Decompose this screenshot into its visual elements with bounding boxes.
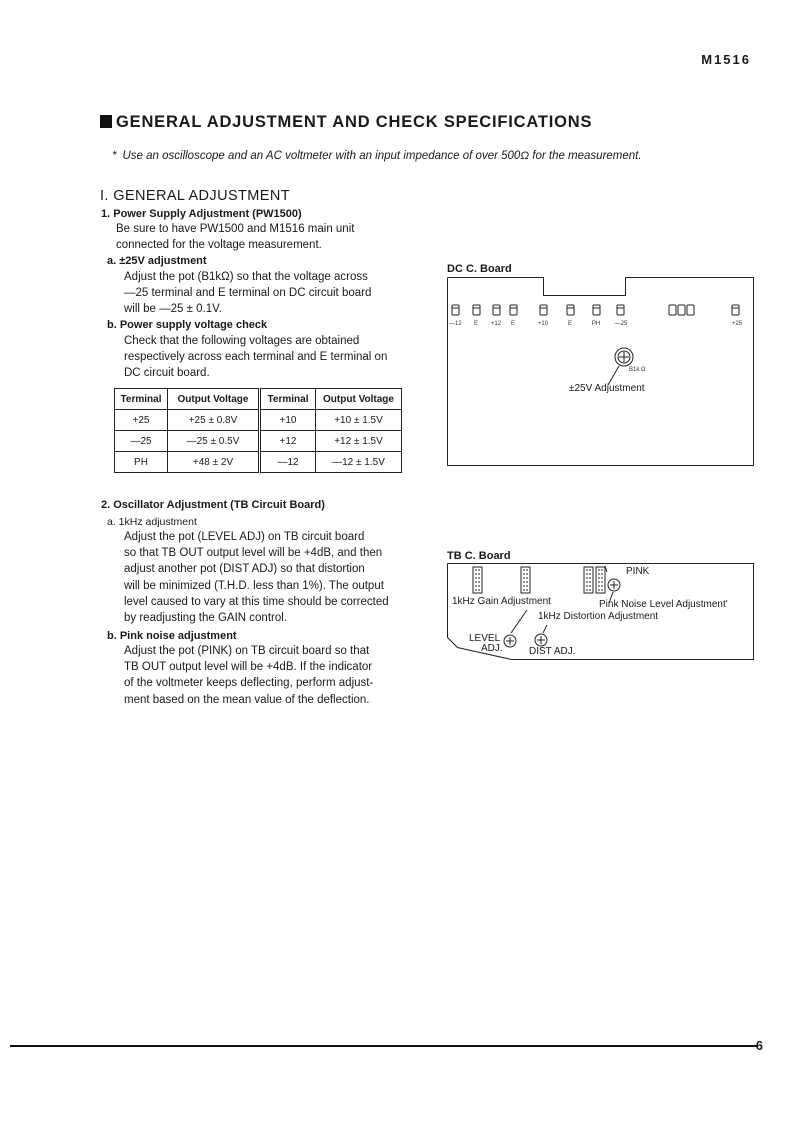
adjust-25v-heading: a. ±25V adjustment bbox=[107, 255, 207, 267]
power-intro-line: connected for the voltage measurement. bbox=[116, 239, 322, 252]
voltage-check-text bbox=[124, 333, 404, 382]
table-cell: —12 ± 1.5V bbox=[316, 452, 402, 473]
table-cell: +25 ± 0.8V bbox=[168, 410, 260, 431]
terminal-label: E bbox=[473, 321, 478, 327]
terminal-connector-icon bbox=[617, 305, 624, 315]
terminal-label: PH bbox=[591, 321, 601, 327]
power-intro bbox=[116, 221, 404, 253]
terminal-connector-icon bbox=[510, 305, 517, 315]
table-header-row bbox=[115, 389, 402, 410]
pink-noise-line: Adjust the pot (PINK) on TB circuit board so that bbox=[124, 645, 370, 657]
dc-board-title: DC C. Board bbox=[447, 263, 512, 275]
adjust-25v-line: —25 terminal and E terminal on DC circuit board bbox=[124, 287, 372, 300]
note-mark: * bbox=[112, 150, 117, 162]
1khz-adjustment-line: Adjust the pot (LEVEL ADJ) on TB circuit board bbox=[124, 531, 365, 543]
voltage-check-heading: b. Power supply voltage check bbox=[107, 319, 268, 331]
page-title bbox=[100, 113, 592, 132]
adj-label: ADJ. bbox=[481, 643, 503, 654]
voltage-table bbox=[114, 388, 402, 473]
voltage-check-line: respectively across each terminal and E terminal on bbox=[124, 351, 388, 364]
dist-pot-icon bbox=[535, 625, 547, 646]
terminal-label: E bbox=[567, 321, 572, 327]
table-cell: —25 bbox=[115, 431, 168, 452]
table-row bbox=[115, 452, 402, 473]
tb-connector-icon bbox=[521, 567, 530, 593]
section-title: I. GENERAL ADJUSTMENT bbox=[100, 188, 290, 204]
1khz-adjustment-line: level caused to vary at this time should be corrected bbox=[124, 595, 389, 608]
terminal-label: E bbox=[510, 321, 515, 327]
footer-rule bbox=[10, 1045, 758, 1047]
table-cell: +10 ± 1.5V bbox=[316, 410, 402, 431]
terminal-connector-icon bbox=[669, 305, 694, 315]
pink-noise-line: TB OUT output level will be +4dB. If the indicator bbox=[124, 661, 373, 674]
terminal-label: —12 bbox=[449, 321, 462, 327]
title-bullet-icon bbox=[100, 115, 112, 128]
1khz-adjustment-line: adjust another pot (DIST ADJ) so that distortion bbox=[124, 563, 365, 576]
table-cell: +10 bbox=[260, 410, 316, 431]
pink-noise-line: of the voltmeter keeps deflecting, perform adjust- bbox=[124, 677, 374, 690]
adjust-25v-line: Adjust the pot (B1kΩ) so that the voltage across bbox=[124, 271, 368, 283]
table-header: Terminal bbox=[260, 389, 316, 410]
table-cell: +12 bbox=[260, 431, 316, 452]
terminal-connector-icon bbox=[452, 305, 459, 315]
table-cell: —12 bbox=[260, 452, 316, 473]
pink-pot-icon bbox=[605, 566, 620, 603]
table-row bbox=[115, 410, 402, 431]
terminal-connector-icon bbox=[493, 305, 500, 315]
dist-adj-label: DIST ADJ. bbox=[529, 646, 576, 657]
terminal-connector-icon bbox=[593, 305, 600, 315]
table-header: Terminal bbox=[115, 389, 168, 410]
pink-adjustment-caption: Pink Noise Level Adjustment' bbox=[599, 599, 728, 610]
level-label: LEVEL bbox=[469, 633, 501, 644]
oscillator-heading: 2. Oscillator Adjustment (TB Circuit Board) bbox=[101, 499, 325, 511]
table-header: Output Voltage bbox=[316, 389, 402, 410]
terminal-connector-icon bbox=[732, 305, 739, 315]
pink-noise-heading: b. Pink noise adjustment bbox=[107, 630, 237, 642]
1khz-adjustment-text bbox=[124, 529, 405, 626]
voltage-check-line: DC circuit board. bbox=[124, 367, 210, 380]
power-intro-line: Be sure to have PW1500 and M1516 main unit bbox=[116, 223, 355, 235]
terminal-label: +10 bbox=[537, 321, 549, 327]
measurement-note bbox=[112, 150, 642, 162]
tb-board-title: TB C. Board bbox=[447, 550, 511, 562]
table-cell: +48 ± 2V bbox=[168, 452, 260, 473]
1khz-adjustment-line: will be minimized (T.H.D. less than 1%). The output bbox=[124, 579, 384, 592]
model-number: M1516 bbox=[701, 52, 751, 67]
tb-connector-icon bbox=[473, 567, 482, 593]
page-title-text: GENERAL ADJUSTMENT AND CHECK SPECIFICATIONS bbox=[116, 113, 593, 131]
gain-leader-line bbox=[511, 610, 527, 633]
adjustment-caption: ±25V Adjustment bbox=[569, 383, 645, 394]
table-row bbox=[115, 431, 402, 452]
pot-value-label: B1k Ω bbox=[629, 367, 646, 373]
table-cell: +25 bbox=[115, 410, 168, 431]
pink-noise-line: ment based on the mean value of the deflection. bbox=[124, 693, 370, 706]
pink-noise-text bbox=[124, 643, 405, 708]
1khz-adjustment-line: by readjusting the GAIN control. bbox=[124, 612, 287, 625]
note-text: Use an oscilloscope and an AC voltmeter with an input impedance of over 500Ω for the measurement. bbox=[122, 150, 642, 162]
pink-label: PINK bbox=[626, 566, 650, 577]
terminal-connector-icon bbox=[540, 305, 547, 315]
tb-board-diagram bbox=[447, 563, 754, 660]
table-cell: PH bbox=[115, 452, 168, 473]
1khz-adjustment-line: so that TB OUT output level will be +4dB, and then bbox=[124, 547, 383, 560]
1khz-adjustment-heading: a. 1kHz adjustment bbox=[107, 516, 197, 528]
page-number: 6 bbox=[755, 1038, 763, 1053]
terminal-label: +25 bbox=[731, 321, 743, 327]
adjust-25v-text bbox=[124, 269, 404, 318]
terminal-label: —25 bbox=[614, 321, 628, 327]
table-header: Output Voltage bbox=[168, 389, 260, 410]
power-heading: 1. Power Supply Adjustment (PW1500) bbox=[101, 208, 302, 220]
table-cell: +12 ± 1.5V bbox=[316, 431, 402, 452]
terminal-connector-icon bbox=[567, 305, 574, 315]
terminal-connector-icon bbox=[473, 305, 480, 315]
adjust-25v-line: will be —25 ± 0.1V. bbox=[124, 303, 222, 316]
gain-adjustment-caption: 1kHz Gain Adjustment bbox=[452, 596, 551, 607]
tb-connector-icon bbox=[584, 567, 605, 593]
level-pot-icon bbox=[504, 635, 516, 647]
distortion-adjustment-caption: 1kHz Distortion Adjustment bbox=[538, 611, 659, 622]
voltage-check-line: Check that the following voltages are obtained bbox=[124, 335, 360, 347]
terminal-label: +12 bbox=[490, 321, 502, 327]
table-cell: —25 ± 0.5V bbox=[168, 431, 260, 452]
dc-board-diagram bbox=[447, 277, 754, 466]
